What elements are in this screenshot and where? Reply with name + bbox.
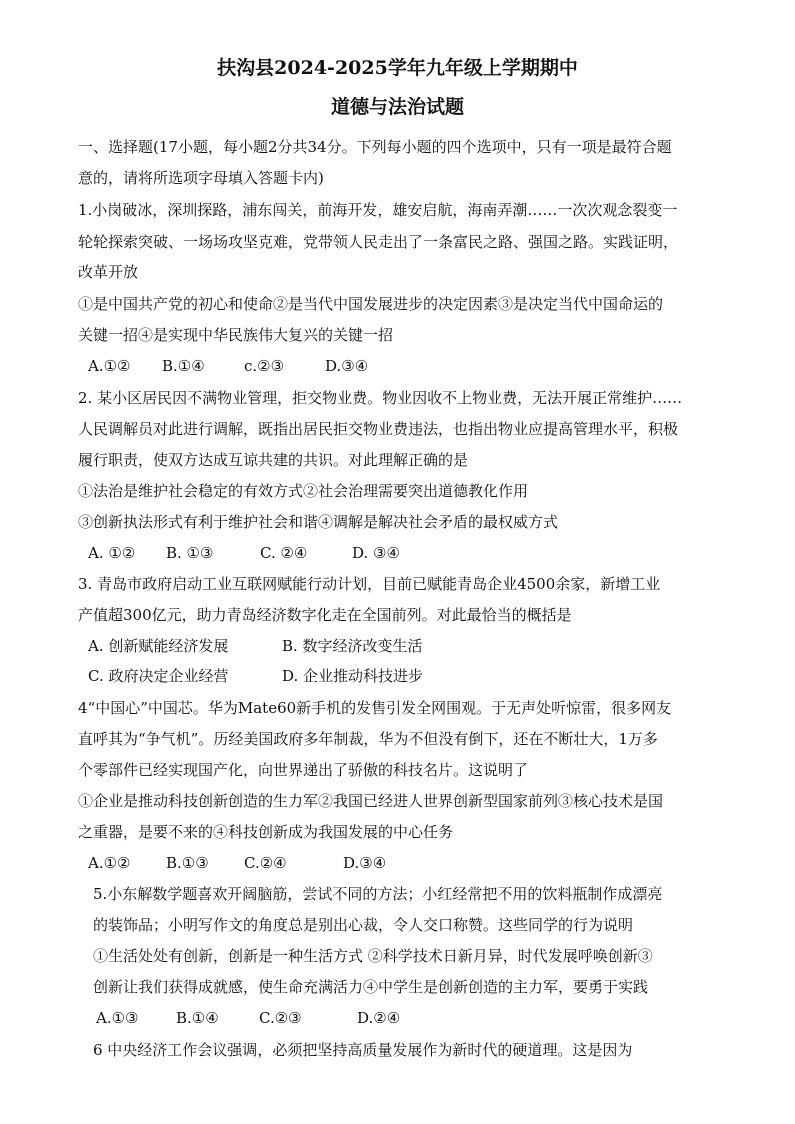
q2-items-line: ③创新执法形式有利于维护社会和谐④调解是解决社会矛盾的最权威方式	[78, 513, 559, 531]
section-header-line: 意的，请将所选项字母填入答题卡内)	[78, 169, 324, 187]
q2-stem-line: 履行职责，使双方达成互谅共建的共识。对此理解正确的是	[78, 451, 469, 469]
q3-option-a: A. 创新赋能经济发展	[88, 637, 229, 655]
q2-option-a: A. ①②	[88, 544, 136, 562]
q2-stem-line: 2. 某小区居民因不满物业管理，拒交物业费。物业因收不上物业费，无法开展正常维护……	[78, 389, 683, 407]
q1-stem-line: 轮轮探索突破、一场场攻坚克难，党带领人民走出了一条富民之路、强国之路。实践证明，	[78, 233, 679, 251]
q4-option-d: D.③④	[343, 854, 387, 872]
q6-stem-line: 6 中央经济工作会议强调，必须把坚持高质量发展作为新时代的硬道理。这是因为	[93, 1041, 633, 1059]
q3-stem-line: 产值超300亿元，助力青岛经济数字化走在全国前列。对此最恰当的概括是	[78, 606, 572, 624]
q4-stem-line: 4“中国心”中国芯。华为Mate60新手机的发售引发全网围观。于无声处听惊雷，很多网友	[78, 699, 672, 717]
document-title: 扶沟县2024-2025学年九年级上学期期中	[217, 57, 578, 79]
q4-option-b: B.①③	[166, 854, 209, 872]
q3-option-d: D. 企业推动科技进步	[282, 667, 424, 685]
q1-option-a: A.①②	[88, 357, 131, 375]
q1-items-line: 关键一招④是实现中华民族伟大复兴的关键一招	[78, 326, 394, 344]
q2-stem-line: 人民调解员对此进行调解，既指出居民拒交物业费违法，也指出物业应提高管理水平，积极	[78, 420, 679, 438]
q5-items-line: 创新让我们获得成就感，使生命充满活力④中学生是创新创造的主力军，要勇于实践	[93, 978, 649, 996]
q4-stem-line: 个零部件已经实现国产化，向世界递出了骄傲的科技名片。这说明了	[78, 761, 529, 779]
q2-option-c: C. ②④	[260, 544, 308, 562]
q1-option-b: B.①④	[162, 357, 205, 375]
q4-items-line: ①企业是推动科技创新创造的生力军②我国已经进人世界创新型国家前列③核心技术是国	[78, 792, 664, 810]
q2-option-d: D. ③④	[352, 544, 400, 562]
q2-items-line: ①法治是维护社会稳定的有效方式②社会治理需要突出道德教化作用	[78, 482, 529, 500]
section-header-line: 一、选择题(17小题，每小题2分共34分。下列每小题的四个选项中，只有一项是最符合题	[78, 138, 672, 156]
q1-stem-line: 1.小岗破冰，深圳探路，浦东闯关，前海开发，雄安启航，海南弄潮……一次次观念裂变一	[78, 201, 678, 219]
q2-option-b: B. ①③	[166, 544, 214, 562]
q5-items-line: ①生活处处有创新，创新是一种生活方式 ②科学技术日新月异，时代发展呼唤创新③	[93, 947, 653, 965]
q5-option-d: D.②④	[357, 1009, 401, 1027]
q1-option-d: D.③④	[325, 357, 369, 375]
q4-items-line: 之重器，是要不来的④科技创新成为我国发展的中心任务	[78, 823, 454, 841]
q1-items-line: ①是中国共产党的初心和使命②是当代中国发展进步的决定因素③是决定当代中国命运的	[78, 295, 664, 313]
q4-stem-line: 直呼其为“争气机”。历经美国政府多年制裁，华为不但没有倒下，还在不断壮大，1万多	[78, 730, 658, 748]
document-subtitle: 道德与法治试题	[330, 96, 464, 118]
q4-option-a: A.①②	[88, 854, 131, 872]
q3-option-b: B. 数字经济改变生活	[282, 637, 423, 655]
q5-option-a: A.①③	[96, 1009, 139, 1027]
q4-option-c: C.②④	[244, 854, 287, 872]
q1-stem-line: 改革开放	[78, 263, 139, 281]
q3-stem-line: 3. 青岛市政府启动工业互联网赋能行动计划，目前已赋能青岛企业4500余家，新增工业	[78, 575, 661, 593]
q5-stem-line: 的装饰品；小明写作文的角度总是别出心裁，令人交口称赞。这些同学的行为说明	[93, 916, 634, 934]
q5-option-b: B.①④	[176, 1009, 219, 1027]
q1-option-c: c.②③	[244, 357, 285, 375]
q3-option-c: C. 政府决定企业经营	[88, 667, 229, 685]
q5-stem-line: 5.小东解数学题喜欢开阔脑筋，尝试不同的方法；小红经常把不用的饮料瓶制作成漂亮	[93, 885, 663, 903]
q5-option-c: C.②③	[259, 1009, 302, 1027]
